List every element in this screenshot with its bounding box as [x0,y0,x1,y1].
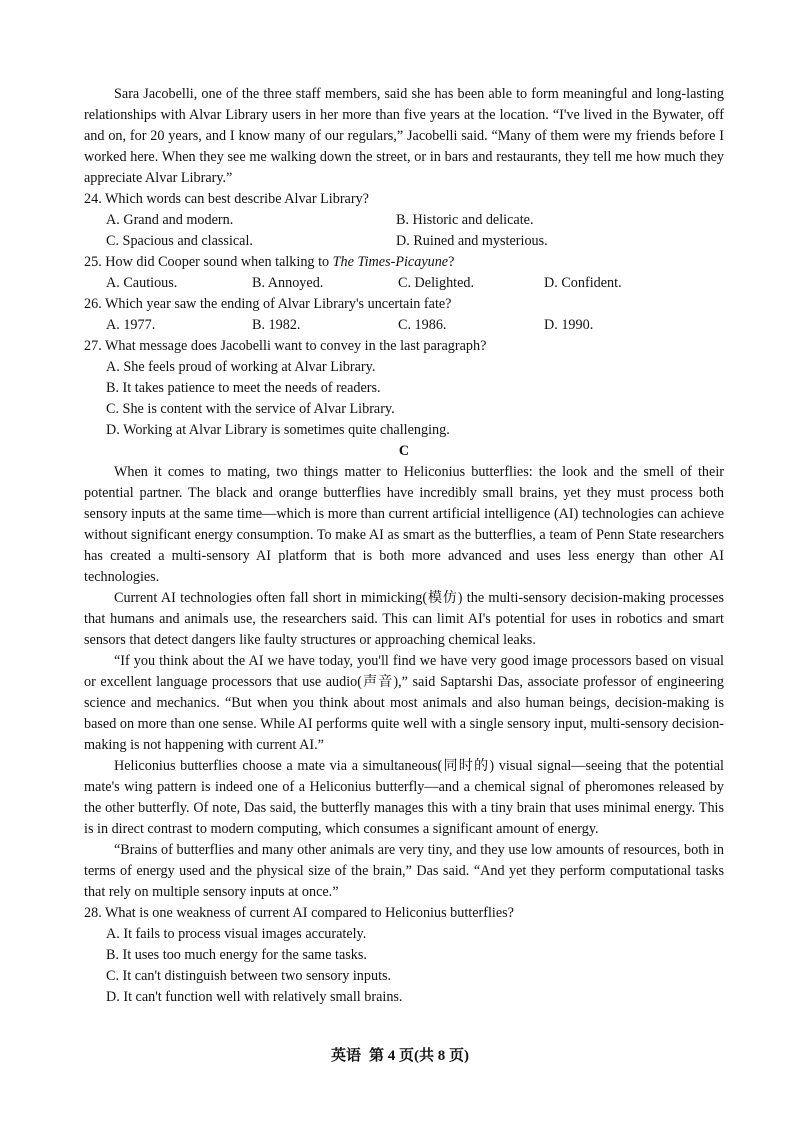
question-24: 24. Which words can best describe Alvar Library? [84,191,369,207]
question-25-option-c: C. Delighted. [398,275,475,291]
question-27: 27. What message does Jacobelli want to convey in the last paragraph? [84,338,487,354]
section-c-paragraph-3: “If you think about the AI we have today, you'll find we have very good image processors based on visual or excellent language processors that use audio(声音),” said Saptarshi Das, associate professor of engineering science and mechanics. “But when you think about most animals and also human beings, decision-making is based on more than one sense. While AI performs quite well with a single sensory input, multi-sensory decision-making is not happening with current AI.” [84,653,724,753]
question-26-option-b: B. 1982. [252,317,301,333]
question-28-option-c: C. It can't distinguish between two sensory inputs. [106,968,392,984]
section-c-paragraph-1: When it comes to mating, two things matter to Heliconius butterflies: the look and the smell of their potential partner. The black and orange butterflies have incredibly small brains, yet they must process both sensory inputs at the same time—which is more than current artificial intelligence (AI) technologies can achieve without significant energy consumption. To make AI as smart as the butterflies, a team of Penn State researchers has created a multi-sensory AI platform that is both more advanced and uses less energy than other AI technologies. [84,464,724,585]
question-28-option-d: D. It can't function well with relatively small brains. [106,989,403,1005]
question-25-option-b: B. Annoyed. [252,275,324,291]
question-28-option-b: B. It uses too much energy for the same tasks. [106,947,367,963]
question-28-options [84,924,724,1008]
section-c-paragraph-4: Heliconius butterflies choose a mate via a simultaneous(同时的) visual signal—seeing that the potential mate's wing pattern is indeed one of a Heliconius butterfly—and a chemical signal of pheromones released by the other butterfly. Of note, Das said, the butterfly manages this with a tiny brain that uses minimal energy. This is in direct contrast to modern computing, which consumes a significant amount of energy. [84,758,724,837]
question-24-options [84,210,724,252]
passage-b-paragraph: Sara Jacobelli, one of the three staff members, said she has been able to form meaningful and long-lasting relationships with Alvar Library users in her more than five years at the location. “I've lived in the Bywater, off and on, for 20 years, and I know many of our regulars,” Jacobelli said. “Many of them were my friends before I worked here. When they see me walking down the street, or in bars and restaurants, they tell me how much they appreciate Alvar Library.” [84,86,724,186]
question-25-stem-italic: The Times-Picayune [332,254,449,270]
question-24-option-d: D. Ruined and mysterious. [396,233,548,249]
question-24-option-c: C. Spacious and classical. [106,233,253,249]
question-25-stem-end: ? [448,254,455,270]
question-27-options [84,357,724,441]
page-content [84,84,724,1008]
question-27-option-c: C. She is content with the service of Alvar Library. [106,401,395,417]
question-24-option-b: B. Historic and delicate. [396,212,534,228]
question-24-option-a: A. Grand and modern. [106,212,234,228]
question-25-options [84,273,724,294]
question-25-option-a: A. Cautious. [106,275,178,291]
question-26-option-a: A. 1977. [106,317,156,333]
question-25 [84,252,724,273]
section-c-paragraph-2: Current AI technologies often fall short in mimicking(模仿) the multi-sensory decision-making processes that humans and animals use, the researchers said. This can limit AI's potential for uses in robotics and smart sensors that detect dangers like faulty structures or approaching chemical leaks. [84,590,724,648]
footer-page-number: 第 4 页(共 8 页) [369,1048,469,1064]
question-28-option-a: A. It fails to process visual images accurately. [106,926,367,942]
section-c-heading: C [398,443,410,459]
question-26-option-d: D. 1990. [544,317,594,333]
section-c-paragraph-5: “Brains of butterflies and many other animals are very tiny, and they use low amounts of resources, both in terms of energy used and the physical size of the brain,” Das said. “And yet they perform computational tasks that rely on multiple sensory inputs at once.” [84,842,724,900]
question-27-option-a: A. She feels proud of working at Alvar Library. [106,359,376,375]
question-25-stem-start: 25. How did Cooper sound when talking to [84,254,333,270]
page-footer [0,1044,800,1065]
question-26: 26. Which year saw the ending of Alvar Library's uncertain fate? [84,296,452,312]
question-27-option-d: D. Working at Alvar Library is sometimes quite challenging. [106,422,450,438]
question-28: 28. What is one weakness of current AI compared to Heliconius butterflies? [84,905,514,921]
question-26-options [84,315,724,336]
question-25-option-d: D. Confident. [544,275,622,291]
question-26-option-c: C. 1986. [398,317,447,333]
question-27-option-b: B. It takes patience to meet the needs of readers. [106,380,381,396]
footer-subject: 英语 [330,1048,361,1064]
